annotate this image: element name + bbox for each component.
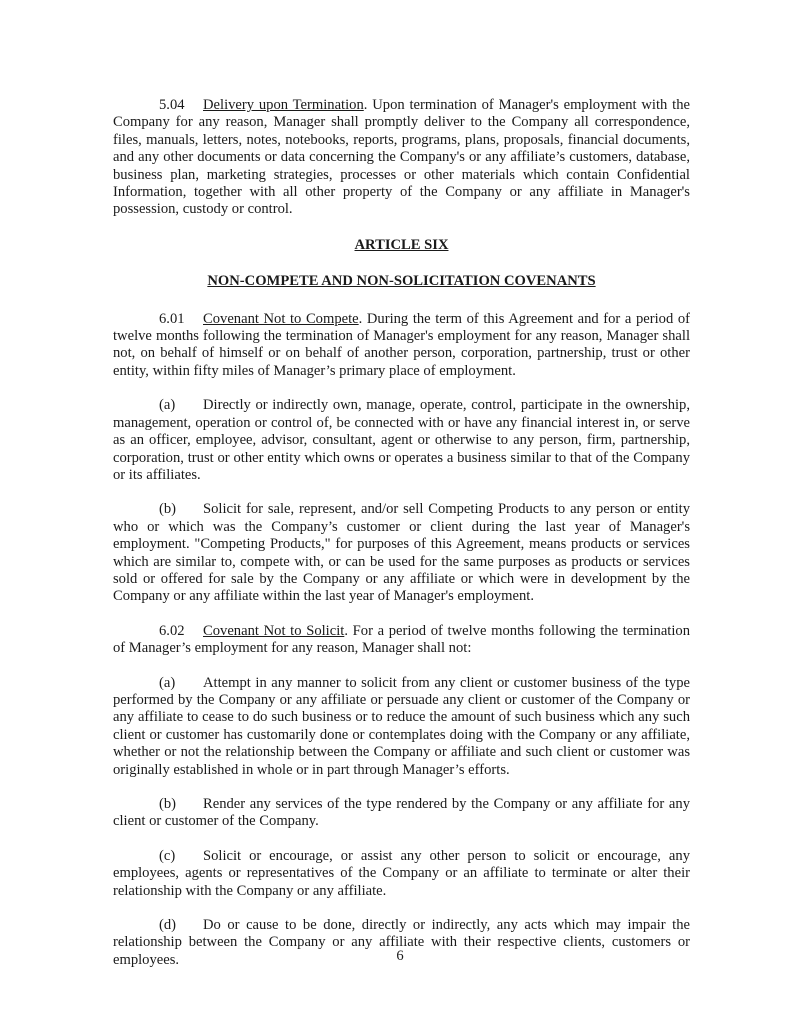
clause-6-01-b [113,501,690,605]
clause-body: Solicit for sale, represent, and/or sell Competing Products to any person or entity who or which was the Company’s customer or client during the last year of Manager's employment. "Competing Products," for purposes of this Agreement, means products or services which are similar to, compete with, or can be used for the same purposes as products or services sold or offered for sale by the Company or any affiliate or which were in development by the Company or any affiliate within the last year of Manager's employment. [113,501,690,605]
clause-body: Render any services of the type rendered by the Company or any affiliate for any client or customer of the Company. [113,796,690,830]
section-title: Covenant Not to Solicit [203,622,345,639]
section-body: . For a period of twelve months following the termination of Manager’s employment for any reason, Manager shall not: [113,622,691,657]
article-heading: ARTICLE SIX [354,236,449,253]
clause-6-02-a [113,675,690,779]
clause-body: Do or cause to be done, directly or indirectly, any acts which may impair the relationship between the Company or any affiliate with their respective clients, customers or employees. [113,917,690,968]
article-title: NON-COMPETE AND NON-SOLICITATION COVENANTS [207,273,596,290]
clause-label: (d) [159,917,177,934]
clause-label: (b) [159,501,177,518]
section-6-01 [113,311,690,381]
clause-6-02-c [113,848,690,900]
section-number: 6.01 [159,310,185,327]
section-body: . During the term of this Agreement and for a period of twelve months following the termination of Manager's employment for any reason, Manager shall not, on behalf of himself or on behalf of another person, corporation, partnership, trust or other entity, within fifty miles of Manager’s primary place of employment. [113,310,690,379]
section-number: 6.02 [159,622,185,639]
section-6-02 [113,623,690,658]
clause-6-01-a [113,397,690,484]
clause-label: (a) [159,397,176,414]
clause-body: Attempt in any manner to solicit from any client or customer business of the type performed by the Company or any affiliate or persuade any client or customer of the Company or any affiliate to cease to do such business or to reduce the amount of such business which any such client or customer has customarily done or contemplates doing with the Company or any affiliate, whether or not the relationship between the Company or affiliate and such client or customer was originally established in whole or in part through Manager’s efforts. [113,674,690,778]
clause-6-02-b [113,796,690,831]
clause-body: Solicit or encourage, or assist any other person to solicit or encourage, any employees, agents or representatives of the Company or an affiliate to terminate or alter their relationship with the Company or any affiliate. [113,847,690,899]
clause-body: Directly or indirectly own, manage, operate, control, participate in the ownership, management, operation or control of, be connected with or have any financial interest in, or serve as an officer, employee, advisor, consultant, agent or otherwise to any person, firm, partnership, corporation, trust or other entity which owns or operates a business similar to that of the Company or its affiliates. [113,397,690,483]
section-title: Covenant Not to Compete [203,310,359,327]
section-body: . Upon termination of Manager's employment with the Company for any reason, Manager shall promptly deliver to the Company all correspondence, files, manuals, letters, notes, notebooks, reports, programs, plans, proposals, financial documents, and any other documents or data concerning the Company's or any affiliate’s customers, database, business plan, marketing strategies, processes or other materials which contain Confidential Information, together with all other property of the Company or any affiliate in Manager's possession, custody or control. [113,97,690,218]
clause-label: (c) [159,847,176,864]
clause-label: (b) [159,796,177,812]
section-5-04 [113,97,690,219]
page-number: 6 [396,948,404,964]
section-number: 5.04 [159,97,185,113]
section-title: Delivery upon Termination [203,97,364,113]
clause-label: (a) [159,674,176,691]
